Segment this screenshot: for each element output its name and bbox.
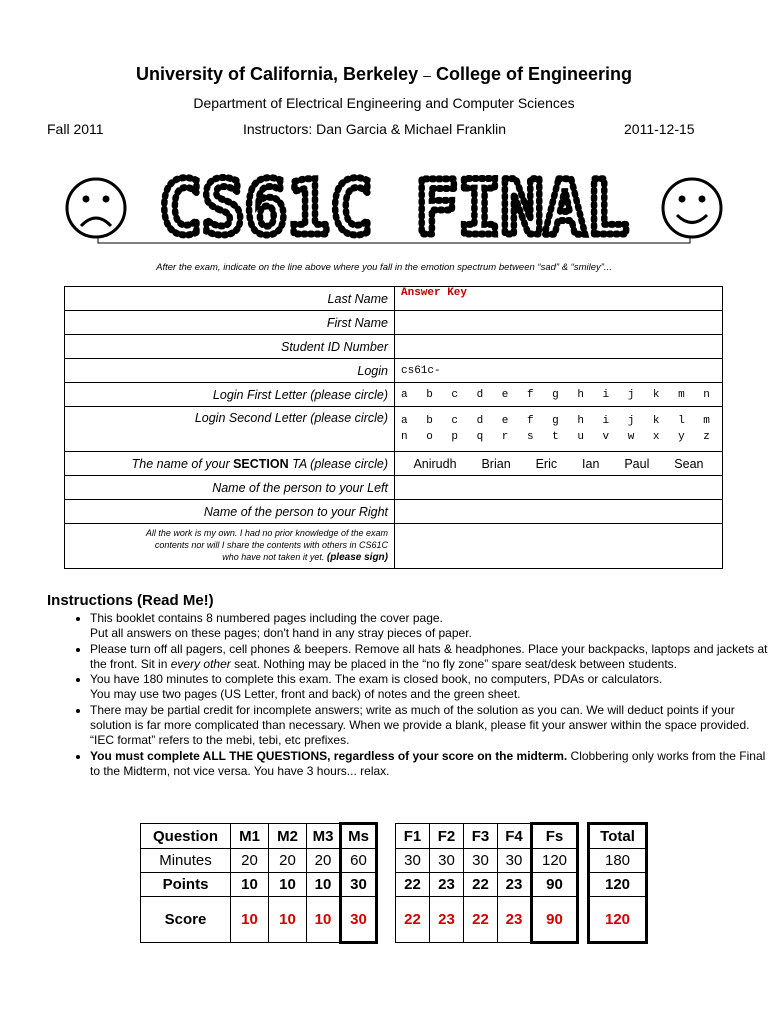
final-sum-header: Fs	[532, 824, 578, 849]
answer-key-text: Answer Key	[401, 286, 468, 299]
minutes-cell: 30	[498, 849, 532, 873]
final-score-table	[395, 822, 579, 944]
circle-option[interactable]: d	[476, 388, 484, 401]
circle-option[interactable]: d	[476, 415, 484, 427]
circle-option[interactable]: w	[627, 431, 635, 443]
row-label: Points	[141, 873, 231, 897]
table-row	[65, 335, 723, 359]
right-neighbor-label: Name of the person to your Right	[65, 500, 395, 524]
department-name: Department of Electrical Engineering and Computer Sciences	[193, 95, 575, 111]
midterm-score-table	[140, 822, 378, 944]
section-ta-options	[395, 452, 723, 476]
circle-option[interactable]: j	[627, 388, 635, 401]
circle-option[interactable]: h	[577, 388, 584, 401]
table-row	[65, 383, 723, 407]
right-neighbor-field[interactable]	[395, 500, 723, 524]
instruction-text: seat. Nothing may be placed in the “no fly zone” spare seat/desk between students.	[230, 656, 678, 671]
minutes-cell: 30	[464, 849, 498, 873]
points-cell: 120	[589, 873, 647, 897]
section-label-post: TA (please circle)	[288, 456, 388, 471]
emotion-note: After the exam, indicate on the line above where you fall in the emotion spectrum between “sad” & “smiley”...	[156, 262, 612, 273]
university-name: University of California, Berkeley	[136, 64, 419, 84]
login-first-letter-options	[395, 383, 723, 407]
points-cell: 90	[532, 873, 578, 897]
score-cell: 90	[532, 897, 578, 943]
table-row	[141, 824, 377, 849]
instruction-text: Clobbering only works from the Final to the Midterm, not vice versa. You have 3 hours... relax.	[90, 748, 766, 778]
circle-option[interactable]: j	[627, 415, 635, 427]
instruction-emphasis: every other	[170, 656, 231, 671]
table-row	[65, 287, 723, 311]
question-header: F4	[498, 824, 532, 849]
circle-option[interactable]: g	[552, 415, 559, 427]
circle-option[interactable]: i	[602, 415, 610, 427]
circle-option[interactable]: f	[526, 415, 534, 427]
question-header: F3	[464, 824, 498, 849]
points-cell: 22	[396, 873, 430, 897]
circle-option[interactable]: k	[652, 388, 660, 401]
instruction-text: Put all answers on these pages; don't hand in any stray pieces of paper.	[90, 626, 472, 641]
table-row	[396, 849, 578, 873]
circle-option[interactable]: o	[426, 431, 433, 443]
student-id-label: Student ID Number	[65, 335, 395, 359]
circle-option[interactable]: n	[401, 431, 408, 443]
row-label: Question	[141, 824, 231, 849]
circle-option[interactable]: y	[678, 431, 685, 443]
question-header: F1	[396, 824, 430, 849]
first-name-label: First Name	[65, 311, 395, 335]
table-row	[65, 311, 723, 335]
pledge-line	[71, 551, 388, 565]
minutes-cell: 180	[589, 849, 647, 873]
table-row	[141, 849, 377, 873]
score-cell: 23	[498, 897, 532, 943]
circle-option[interactable]: l	[678, 415, 685, 427]
table-row	[65, 407, 723, 452]
circle-option[interactable]: Eric	[535, 456, 558, 471]
last-name-label: Last Name	[65, 287, 395, 311]
login-first-letter-label: Login First Letter (please circle)	[65, 383, 395, 407]
login-second-letter-options	[395, 407, 723, 452]
circle-option[interactable]: h	[577, 415, 584, 427]
honor-pledge	[65, 524, 395, 569]
circle-option[interactable]: b	[426, 388, 433, 401]
table-row	[396, 897, 578, 943]
circle-option[interactable]: g	[552, 388, 559, 401]
instruction-text: Please turn off all pagers, cell phones & beepers. Remove all hats & headphones. Place your backpacks, laptops and jackets at the front. Sit in	[90, 641, 768, 671]
circle-option[interactable]: Ian	[582, 456, 600, 471]
exam-date: 2011-12-15	[624, 121, 695, 137]
letter-row	[401, 431, 716, 443]
circle-option[interactable]: e	[501, 415, 509, 427]
exam-term: Fall 2011	[47, 121, 104, 137]
first-name-field[interactable]	[395, 311, 723, 335]
circle-option[interactable]: m	[703, 415, 710, 427]
score-cell: 10	[231, 897, 269, 943]
login-field[interactable]: cs61c-	[395, 359, 723, 383]
student-info-table	[64, 286, 723, 569]
score-cell: 10	[307, 897, 341, 943]
points-cell: 10	[269, 873, 307, 897]
circle-option[interactable]: f	[526, 388, 534, 401]
pledge-text: who have not taken it yet.	[222, 552, 325, 563]
circle-option[interactable]: u	[577, 431, 584, 443]
circle-option[interactable]: v	[602, 431, 610, 443]
table-row	[65, 476, 723, 500]
minutes-cell: 120	[532, 849, 578, 873]
circle-option[interactable]: Anirudh	[413, 456, 457, 471]
table-row	[65, 524, 723, 569]
instruction-bold: You must complete ALL THE QUESTIONS, regardless of your score on the midterm.	[90, 748, 568, 763]
table-row	[65, 359, 723, 383]
points-cell: 23	[498, 873, 532, 897]
circle-option[interactable]: n	[703, 388, 710, 401]
table-row	[65, 452, 723, 476]
please-sign-label: (please sign)	[326, 552, 388, 564]
banner-title: CS61C FINAL	[159, 168, 629, 250]
login-label: Login	[65, 359, 395, 383]
points-cell: 30	[341, 873, 377, 897]
minutes-cell: 20	[269, 849, 307, 873]
minutes-cell: 20	[307, 849, 341, 873]
section-label-bold: SECTION	[233, 456, 289, 471]
score-cell: 120	[589, 897, 647, 943]
circle-option[interactable]: a	[401, 415, 408, 427]
score-cell: 30	[341, 897, 377, 943]
minutes-cell: 60	[341, 849, 377, 873]
points-cell: 10	[307, 873, 341, 897]
question-header: M2	[269, 824, 307, 849]
circle-option[interactable]: c	[451, 388, 458, 401]
row-label: Score	[141, 897, 231, 943]
login-second-letter-label: Login Second Letter (please circle)	[65, 407, 395, 452]
table-row	[396, 824, 578, 849]
circle-option[interactable]: x	[652, 431, 660, 443]
minutes-cell: 30	[430, 849, 464, 873]
circle-option[interactable]: z	[703, 431, 710, 443]
table-row	[141, 897, 377, 943]
list-item	[90, 703, 768, 749]
table-row	[65, 500, 723, 524]
circle-option[interactable]: k	[652, 415, 660, 427]
circle-option[interactable]: r	[501, 431, 509, 443]
circle-option[interactable]: s	[526, 431, 534, 443]
question-header: M1	[231, 824, 269, 849]
university-title	[0, 64, 768, 85]
instructors: Instructors: Dan Garcia & Michael Franklin	[243, 121, 506, 137]
title-dash: –	[423, 67, 431, 83]
circle-option[interactable]: t	[552, 431, 559, 443]
sad-face-icon	[67, 179, 125, 237]
pledge-line: All the work is my own. I had no prior knowledge of the exam	[145, 528, 388, 539]
list-item	[90, 672, 768, 703]
table-row	[589, 824, 647, 849]
instructions-list	[48, 611, 768, 779]
circle-option[interactable]: c	[451, 415, 458, 427]
section-ta-label	[65, 452, 395, 476]
college-name: College of Engineering	[435, 64, 632, 84]
letter-row	[401, 389, 716, 401]
points-cell: 10	[231, 873, 269, 897]
table-row	[589, 897, 647, 943]
smiley-face-icon	[663, 179, 721, 237]
circle-option[interactable]: Paul	[624, 456, 650, 471]
circle-option[interactable]: q	[476, 431, 484, 443]
score-cell: 23	[430, 897, 464, 943]
table-row	[589, 873, 647, 897]
table-row	[589, 849, 647, 873]
total-score-table	[587, 822, 648, 944]
circle-option[interactable]: p	[451, 431, 458, 443]
table-row	[141, 873, 377, 897]
list-item	[90, 611, 768, 642]
last-name-field[interactable]	[395, 287, 723, 311]
circle-option[interactable]: e	[501, 388, 509, 401]
row-label: Minutes	[141, 849, 231, 873]
exam-banner	[64, 168, 724, 250]
circle-option[interactable]: i	[602, 388, 610, 401]
left-neighbor-label: Name of the person to your Left	[65, 476, 395, 500]
circle-option[interactable]: b	[426, 415, 433, 427]
total-header: Total	[589, 824, 647, 849]
instruction-text: This booklet contains 8 numbered pages including the cover page.	[90, 611, 443, 625]
left-neighbor-field[interactable]	[395, 476, 723, 500]
list-item	[90, 642, 768, 673]
score-cell: 10	[269, 897, 307, 943]
pledge-line: contents nor will I share the contents with others in CS61C	[154, 540, 388, 551]
instruction-text: You have 180 minutes to complete this exam. The exam is closed book, no computers, PDAs or calculators.	[90, 672, 663, 687]
ta-row	[401, 457, 716, 471]
question-header: M3	[307, 824, 341, 849]
points-cell: 23	[430, 873, 464, 897]
circle-option[interactable]: Sean	[674, 456, 704, 471]
instruction-text: There may be partial credit for incomplete answers; write as much of the solution as you can. We will deduct points if your solution is far more complicated than necessary. When we provide a blank, please fit your answer within the space provided. “IEC format” refers to the mebi, tebi, etc prefixes.	[90, 702, 750, 748]
circle-option[interactable]: a	[401, 388, 408, 401]
table-row	[396, 873, 578, 897]
question-header: F2	[430, 824, 464, 849]
score-cell: 22	[464, 897, 498, 943]
instruction-text: You may use two pages (US Letter, front and back) of notes and the green sheet.	[90, 687, 521, 702]
points-cell: 22	[464, 873, 498, 897]
midterm-sum-header: Ms	[341, 824, 377, 849]
instructions-heading: Instructions (Read Me!)	[47, 592, 214, 609]
score-cell: 22	[396, 897, 430, 943]
section-label-pre: The name of your	[131, 456, 234, 471]
circle-option[interactable]: Brian	[481, 456, 511, 471]
circle-option[interactable]: m	[678, 388, 685, 401]
letter-row	[401, 415, 716, 427]
signature-field[interactable]	[395, 524, 723, 569]
minutes-cell: 30	[396, 849, 430, 873]
minutes-cell: 20	[231, 849, 269, 873]
student-id-field[interactable]	[395, 335, 723, 359]
list-item	[90, 749, 768, 780]
